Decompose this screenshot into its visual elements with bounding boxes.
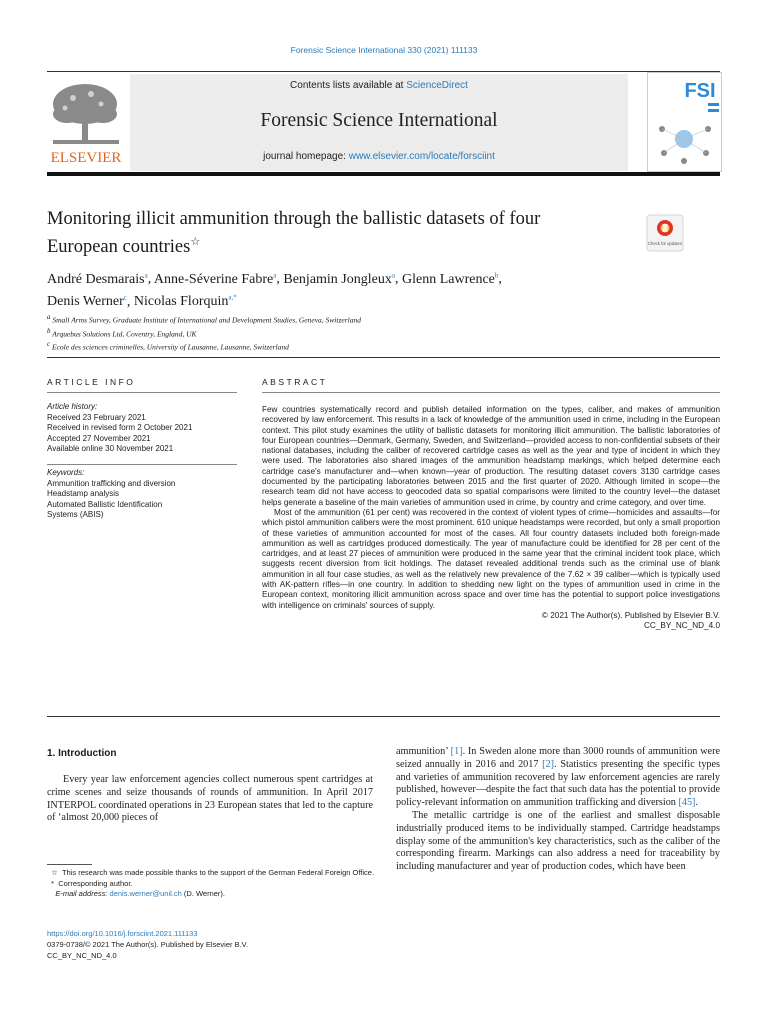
abstract-license: CC_BY_NC_ND_4.0	[644, 621, 720, 631]
contents-prefix: Contents lists available at	[290, 80, 404, 91]
check-updates-icon	[646, 214, 684, 252]
body-paragraph: The metallic cartridge is one of the earliest and smallest disposable industrially produced items to be individually stamped. Cartridge headstamps display some of the ammunition's key characteristics, such as the caliber of the corresponding firearm. Markings can also address a need for traceability by including manufacturer and year of production codes, which have been	[396, 809, 720, 873]
keyword: Automated Ballistic Identification	[47, 499, 163, 509]
body-column-right	[396, 746, 720, 874]
sciencedirect-link[interactable]: ScienceDirect	[406, 80, 468, 91]
history-item: Received in revised form 2 October 2021	[47, 423, 193, 432]
body-paragraph: Every year law enforcement agencies collect numerous spent cartridges at crime scenes and seize thousands of rounds of ammunition. In April 2017 INTERPOL coordinated operations in 23 European states that led to the capture of ‘almost 20,000 pieces of	[47, 774, 373, 824]
author[interactable]: Denis Werner$^c$	[47, 293, 127, 310]
doi-link[interactable]: https://doi.org/10.1016/j.forsciint.2021.111133	[47, 929, 198, 938]
footnote: E-mail address: denis.werner@unil.ch (D. Werner).	[55, 889, 225, 898]
elsevier-wordmark: ELSEVIER	[50, 150, 122, 166]
check-for-updates-button[interactable]	[646, 214, 684, 252]
contents-line	[130, 80, 628, 91]
affiliation: $^a$ Small Arms Survey, Graduate Institute of International and Development Studies, Geneva, Switzerland	[47, 313, 361, 325]
keywords-label: Keywords:	[47, 468, 85, 477]
author[interactable]: André Desmarais$^a$	[47, 271, 148, 287]
article-info-heading: ARTICLE INFO	[47, 377, 136, 387]
author[interactable]: Anne-Séverine Fabre$^a$	[153, 271, 277, 287]
author[interactable]: Glenn Lawrence$^b$	[401, 271, 499, 287]
affiliations-rule	[47, 357, 720, 358]
abstract-paragraph: Few countries systematically record and publish detailed information on the types, caliber, and makes of ammunition recovered by law enforcement. This results in a lack of knowledge of the ammunition used in crime, including in the European context. This pilot study examines the utility of ballistic datasets for monitoring illicit ammunition. The ballistic laboratories of four European countries—Denmark, Germany, Sweden, and Switzerland—provided access to non-confidential subsets of their national databases, including the caliber of recovered cartridge cases as well as the year and type of incident in which they were used. The laboratories also shared images of the ammunition headstamp markings, which helped determine each cartridge case's manufacturer and—when known—year of production. The resulting dataset covers 3130 cartridge cases documented by the participating laboratories between 2015 and the first quarter of 2020. Although limited in scope—the research team did not have access to geocoded data so spatial comparisons were limited to the country level—the dataset helps generate a baseline of the main varieties of ammunition used in crime, by country and crime category, and over time.	[262, 405, 720, 507]
citation-link[interactable]: [2]	[542, 758, 555, 770]
keyword: Headstamp analysis	[47, 489, 120, 498]
body-paragraph: ammunition’ [1]. In Sweden alone more than 3000 rounds of ammunition were seized annually in 2016 and 2017 [2]. Statistics presenting the specific types and varieties of ammunition recovered by law enforcement agencies are rarely published, however—despite the fact that such data has the potential to provide policy-relevant information on ammunition trafficking and diversion [45].	[396, 746, 720, 809]
footnote: * Corresponding author.	[51, 878, 133, 888]
issn-line: 0379-0738/© 2021 The Author(s). Published by Elsevier B.V.	[47, 940, 249, 949]
cover-title: FSI	[684, 80, 716, 102]
keyword: Ammunition trafficking and diversion	[47, 478, 176, 488]
history-item: Available online 30 November 2021	[47, 444, 174, 453]
title-footnote-mark[interactable]: ☆	[190, 236, 201, 248]
header-bottom-rule	[47, 172, 720, 176]
footnotes	[47, 868, 377, 900]
author[interactable]: Nicolas Florquin$^{a,*}$	[133, 293, 237, 310]
article-info-rule	[47, 392, 237, 393]
affiliations	[47, 312, 361, 353]
history-item: Accepted 27 November 2021	[47, 433, 151, 443]
footnote: ☆ This research was made possible thanks to the support of the German Federal Foreign Office.	[51, 868, 375, 877]
journal-reference[interactable]: Forensic Science International 330 (2021) 111133	[290, 45, 478, 55]
abstract-heading: ABSTRACT	[262, 377, 328, 387]
body-column-left	[47, 774, 373, 825]
abstract-paragraph: Most of the ammunition (61 per cent) was recovered in the context of violent types of crime—homicides and assaults—for which pistol ammunition calibers were the most prominent. 610 unique headstamps were recorded, but only a small proportion of these varieties of ammunition accounted for most of the cases. All four country datasets included both foreign-made ammunition as well as cartridges produced domestically. The year of manufacture could be identified for 28 per cent of the cartridges, and at least 27 pieces of ammunition were produced in the same year that the criminal incident took place, which suggests recent diversion from licit holdings. The dataset revealed additional trends such as the criminal use of blank ammunition in all four case studies, as well as the relatively new prevalence of the 7.62 × 39 caliber—which is typically used with AK-pattern rifles—in one country. In addition to shedding new light on the types of ammunition used in crime in the European context, monitoring illicit ammunition across space and over time has the potential to support police investigations with intelligence on criminals' sources of supply.	[262, 507, 720, 610]
header-top-rule	[47, 71, 720, 72]
abstract-body	[262, 405, 720, 632]
abstract-bottom-rule	[47, 716, 720, 717]
keyword: Systems (ABIS)	[47, 510, 104, 519]
article-history	[47, 402, 237, 455]
email-link[interactable]: denis.werner@unil.ch	[109, 889, 182, 898]
author[interactable]: Benjamin Jongleux$^a$	[283, 271, 395, 287]
homepage-link[interactable]: www.elsevier.com/locate/forsciint	[348, 151, 495, 162]
journal-homepage	[130, 151, 628, 162]
history-item: Received 23 February 2021	[47, 412, 146, 422]
elsevier-logo	[47, 78, 125, 166]
abstract-copyright: © 2021 The Author(s). Published by Elsevier B.V.	[541, 610, 720, 620]
title-line-1: Monitoring illicit ammunition through the ballistic datasets of four	[47, 209, 541, 229]
citation-link[interactable]: [45]	[678, 797, 696, 809]
journal-title: Forensic Science International	[260, 110, 498, 131]
license-line: CC_BY_NC_ND_4.0	[47, 951, 117, 960]
keywords	[47, 468, 237, 521]
title-line-2: European countries	[47, 237, 191, 258]
section-heading-introduction: 1. Introduction	[47, 748, 117, 759]
article-title	[47, 208, 617, 259]
affiliation: $^c$ Ecole des sciences criminelles, University of Lausanne, Lausanne, Switzerland	[47, 340, 289, 352]
author-list: André Desmarais$^a$, Anne-Séverine Fabre$^a$, Benjamin Jongleux$^a$, Glenn Lawrence$^b$, Denis Werner$^c$, Nicolas Florquin$^{a,*}$	[47, 271, 502, 310]
abstract-rule	[262, 392, 720, 393]
check-updates-label: Check for updates	[648, 241, 682, 246]
footnote-rule	[47, 864, 92, 865]
citation-link[interactable]: [1]	[450, 746, 463, 757]
keywords-rule	[47, 464, 237, 465]
history-label: Article history:	[47, 402, 98, 411]
affiliation: $^b$ Arquebus Solutions Ltd, Coventry, England, UK	[47, 326, 197, 338]
doi-block	[47, 928, 248, 961]
journal-cover-image	[647, 72, 722, 172]
homepage-prefix: journal homepage:	[263, 151, 346, 162]
